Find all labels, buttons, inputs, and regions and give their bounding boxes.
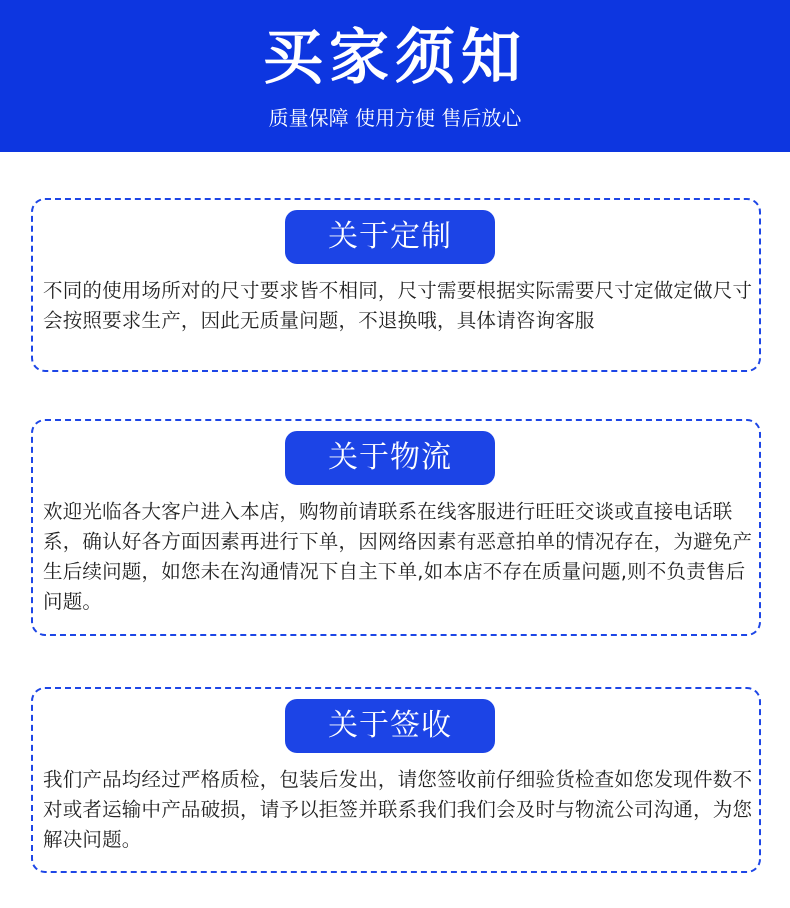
page-title: 买家须知 <box>263 23 527 93</box>
section-title: 关于签收 <box>285 699 495 753</box>
header-banner <box>0 0 790 152</box>
page-subtitle: 质量保障 使用方便 售后放心 <box>268 106 522 130</box>
section-receipt <box>31 687 761 873</box>
section-title: 关于定制 <box>285 210 495 264</box>
section-body: 我们产品均经过严格质检，包装后发出，请您签收前仔细验货检查如您发现件数不对或者运输中产品破损，请予以拒签并联系我们我们会及时与物流公司沟通，为您解决问题。 <box>43 768 753 851</box>
section-body: 不同的使用场所对的尺寸要求皆不相同，尺寸需要根据实际需要尺寸定做定做尺寸会按照要求生产，因此无质量问题，不退换哦，具体请咨询客服 <box>43 279 753 332</box>
section-customization <box>31 198 761 372</box>
section-logistics <box>31 419 761 636</box>
section-body: 欢迎光临各大客户进入本店，购物前请联系在线客服进行旺旺交谈或直接电话联系，确认好各方面因素再进行下单，因网络因素有恶意拍单的情况存在，为避免产生后续问题，如您未在沟通情况下自主下单,如本店不存在质量问题,则不负责售后问题。 <box>43 500 753 613</box>
section-title: 关于物流 <box>285 431 495 485</box>
